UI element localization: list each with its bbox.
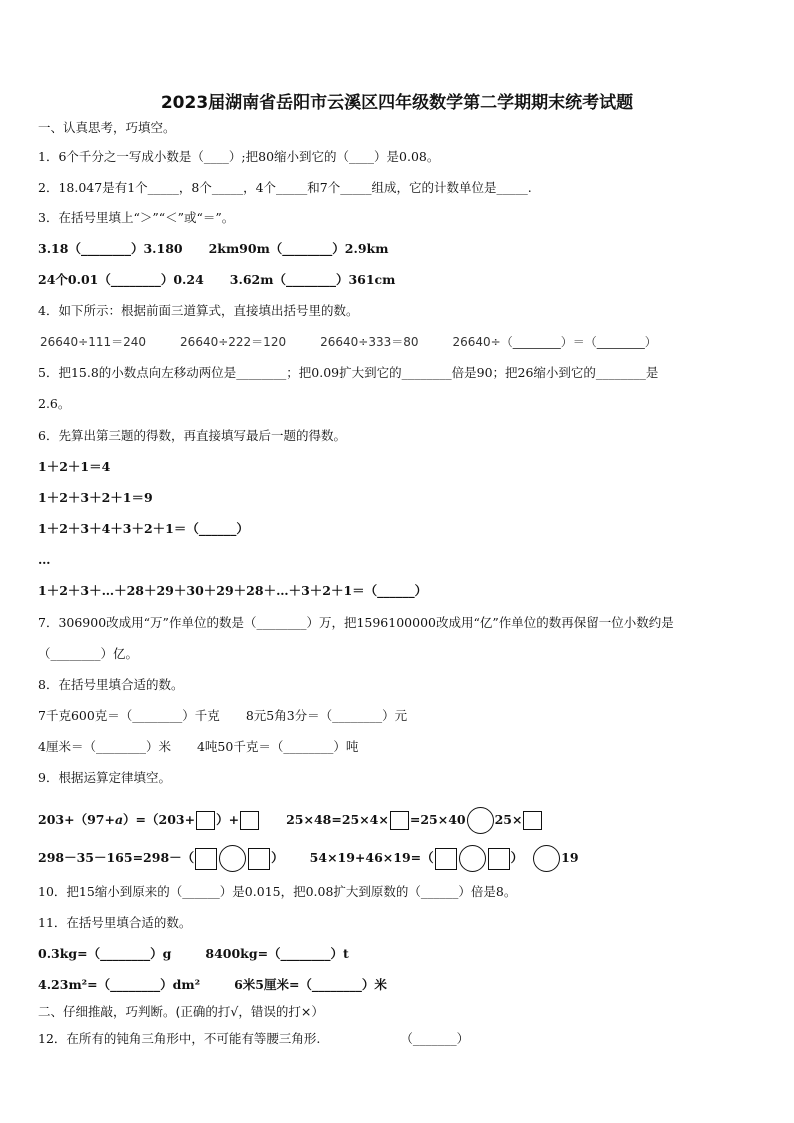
q9-r1b-text-1: 25×48=25×4× (286, 812, 389, 827)
q3-item-b: 2km90m（________）2.9km (208, 241, 389, 256)
q6-line-5: 1＋2＋3＋…＋28＋29＋30＋29＋28＋…＋3＋2＋1＝（______） (38, 583, 428, 598)
blank-circle[interactable] (533, 845, 560, 872)
question-9-row-1 (38, 807, 543, 834)
q11-item-b: 8400kg=（________）t (205, 946, 349, 961)
q9-r2b-text-1: 54×19+46×19=（ (309, 850, 434, 865)
q4-equation-4: 26640÷（________）＝（________） (452, 335, 657, 349)
blank-box[interactable] (523, 811, 542, 830)
q4-equation-1: 26640÷111＝240 (40, 335, 147, 349)
question-4-stem: 4．如下所示：根据前面三道算式，直接填出括号里的数。 (38, 303, 359, 318)
question-7-line-2: （________）亿。 (38, 646, 139, 661)
q3-item-a: 3.18（________）3.180 (38, 241, 183, 256)
question-6-stem: 6．先算出第三题的得数，再直接填写最后一题的得数。 (38, 428, 346, 443)
q12-text: 12．在所有的钝角三角形中，不可能有等腰三角形. (38, 1031, 321, 1046)
question-8-row-1 (38, 708, 407, 724)
question-4-equations (40, 334, 657, 350)
question-9-row-2 (38, 845, 579, 872)
question-2: 2．18.047是有1个_____，8个_____，4个_____和7个_____组成，它的计数单位是_____. (38, 180, 532, 195)
section-1-heading: 一、认真思考，巧填空。 (38, 120, 176, 135)
q9-r1b-text-2: =25×40 (409, 812, 466, 827)
blank-circle[interactable] (467, 807, 494, 834)
q9-r2b-text-3: 19 (561, 850, 579, 865)
q4-equation-3: 26640÷333＝80 (320, 335, 419, 349)
question-3-row-1 (38, 241, 388, 257)
question-8-stem: 8．在括号里填合适的数。 (38, 677, 184, 692)
section-2-heading: 二、仔细推敲，巧判断。(正确的打√，错误的打×） (38, 1004, 324, 1019)
q11-item-c: 4.23m²=（________）dm² (38, 977, 201, 992)
q6-line-1: 1＋2＋1＝4 (38, 459, 111, 474)
question-12 (38, 1031, 469, 1047)
blank-box[interactable] (248, 848, 270, 870)
q8-item-b: 8元5角3分＝（________）元 (245, 708, 408, 723)
q12-answer-blank[interactable]: （_______） (400, 1031, 470, 1046)
question-9-stem: 9．根据运算定律填空。 (38, 770, 171, 785)
blank-box[interactable] (390, 811, 409, 830)
question-1: 1．6个千分之一写成小数是（____）;把80缩小到它的（____）是0.08。 (38, 149, 440, 164)
q9-r1a-text-3: ）+ (216, 812, 240, 827)
q8-item-d: 4吨50千克＝（________）吨 (196, 739, 359, 754)
q3-item-c: 24个0.01（________）0.24 (38, 272, 204, 287)
question-5-line-1: 5．把15.8的小数点向左移动两位是________；把0.09扩大到它的________倍是90；把26缩小到它的________是 (38, 365, 659, 380)
question-3-row-2 (38, 272, 395, 288)
q11-item-d: 6米5厘米=（________）米 (234, 977, 387, 992)
question-10: 10．把15缩小到原来的（______）是0.015，把0.08扩大到原数的（______）倍是8。 (38, 884, 517, 899)
q9-r2a-text-2: ） (271, 850, 284, 865)
q3-item-d: 3.62m（________）361cm (229, 272, 396, 287)
q9-r2b-text-2: ） (510, 850, 524, 865)
q8-item-a: 7千克600克＝（________）千克 (38, 708, 220, 723)
q9-r2a-text-1: 298－35－165=298－（ (38, 850, 195, 865)
q4-equation-2: 26640÷222＝120 (180, 335, 287, 349)
q6-line-4: … (38, 552, 51, 567)
blank-box[interactable] (196, 811, 215, 830)
q8-item-c: 4厘米＝（________）米 (38, 739, 171, 754)
blank-box[interactable] (435, 848, 457, 870)
question-11-stem: 11．在括号里填合适的数。 (38, 915, 192, 930)
question-7-line-1: 7．306900改成用“万”作单位的数是（________）万，把1596100000改成用“亿”作单位的数再保留一位小数约是 (38, 615, 674, 630)
q9-r1a-text-2: ）=（203+ (123, 812, 196, 827)
q9-r1b-text-3: 25× (494, 812, 523, 827)
blank-box[interactable] (240, 811, 259, 830)
question-11-row-2 (38, 977, 387, 993)
q6-line-2: 1＋2＋3＋2＋1＝9 (38, 490, 153, 505)
blank-circle[interactable] (219, 845, 246, 872)
question-11-row-1 (38, 946, 349, 962)
page-title: 2023届湖南省岳阳市云溪区四年级数学第二学期期末统考试题 (160, 93, 634, 113)
question-8-row-2 (38, 739, 358, 755)
question-5-line-2: 2.6。 (38, 396, 71, 411)
q11-item-a: 0.3kg=（________）g (38, 946, 172, 961)
blank-box[interactable] (488, 848, 510, 870)
q9-r1a-text-1: 203+（97+ (38, 812, 115, 827)
blank-circle[interactable] (459, 845, 486, 872)
q9-variable-a: a (114, 812, 124, 827)
blank-box[interactable] (195, 848, 217, 870)
q6-line-3: 1＋2＋3＋4＋3＋2＋1＝（______） (38, 521, 249, 536)
question-3-stem: 3．在括号里填上“＞”“＜”或“＝”。 (38, 210, 235, 225)
